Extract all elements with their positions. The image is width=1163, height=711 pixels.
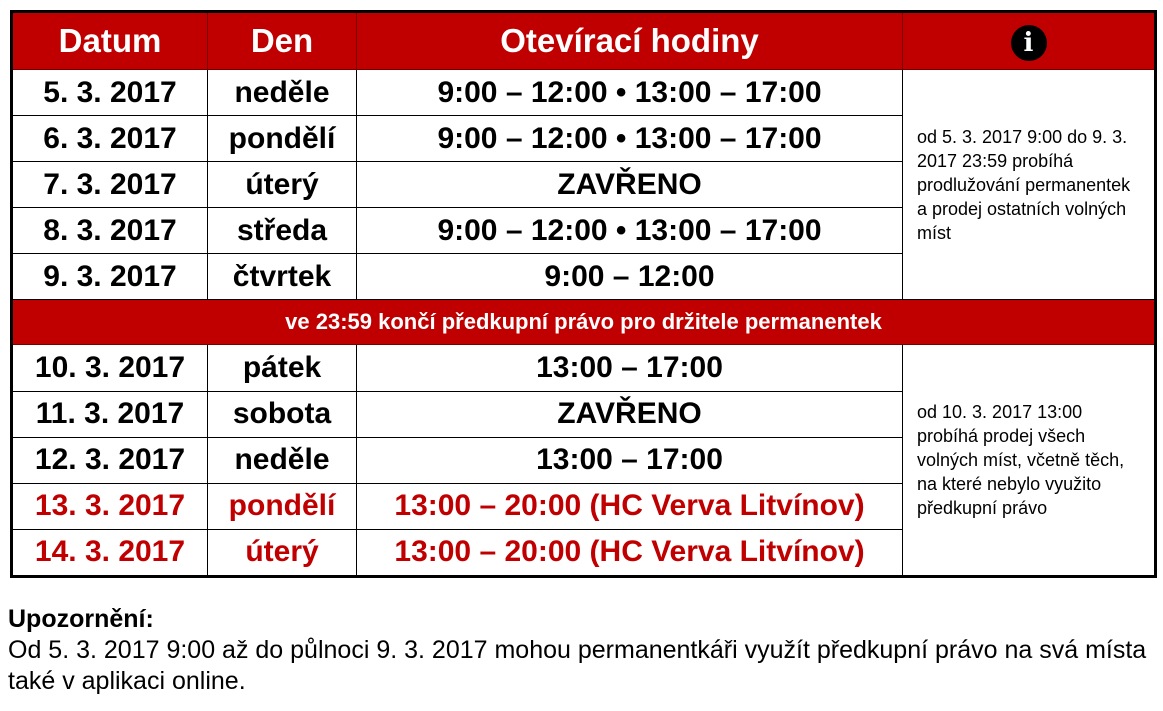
- info-note-group2: od 10. 3. 2017 13:00 probíhá prodej všech volných míst, včetně těch, na které nebylo využito předkupní právo: [903, 345, 1156, 577]
- row-hours: 9:00 – 12:00 • 13:00 – 17:00: [357, 116, 903, 162]
- row-day: středa: [208, 208, 357, 254]
- row-hours: 13:00 – 20:00 (HC Verva Litvínov): [357, 529, 903, 576]
- header-date: Datum: [12, 12, 208, 70]
- row-day: pondělí: [208, 483, 357, 529]
- row-date: 7. 3. 2017: [12, 162, 208, 208]
- row-day: neděle: [208, 70, 357, 116]
- row-date: 13. 3. 2017: [12, 483, 208, 529]
- row-date: 12. 3. 2017: [12, 437, 208, 483]
- row-day: sobota: [208, 391, 357, 437]
- row-date: 5. 3. 2017: [12, 70, 208, 116]
- row-day: pátek: [208, 345, 357, 391]
- row-date: 14. 3. 2017: [12, 529, 208, 576]
- row-date: 11. 3. 2017: [12, 391, 208, 437]
- row-date: 9. 3. 2017: [12, 254, 208, 300]
- row-day: čtvrtek: [208, 254, 357, 300]
- info-icon: i: [1011, 25, 1047, 61]
- row-hours: 13:00 – 20:00 (HC Verva Litvínov): [357, 483, 903, 529]
- row-date: 10. 3. 2017: [12, 345, 208, 391]
- row-hours: 9:00 – 12:00: [357, 254, 903, 300]
- notice-text: Od 5. 3. 2017 9:00 až do půlnoci 9. 3. 2017 mohou permanentkáři využít předkupní právo na svá místa také v aplikaci online.: [8, 636, 1147, 695]
- row-hours: ZAVŘENO: [357, 391, 903, 437]
- row-day: neděle: [208, 437, 357, 483]
- table-row: [12, 70, 1156, 116]
- row-date: 8. 3. 2017: [12, 208, 208, 254]
- row-day: pondělí: [208, 116, 357, 162]
- info-note-group1: od 5. 3. 2017 9:00 do 9. 3. 2017 23:59 probíhá prodlužování permanentek a prodej ostatních volných míst: [903, 70, 1156, 300]
- row-hours: 9:00 – 12:00 • 13:00 – 17:00: [357, 208, 903, 254]
- notice: [8, 604, 1148, 697]
- notice-title: Upozornění:: [8, 605, 154, 633]
- row-hours: 13:00 – 17:00: [357, 345, 903, 391]
- row-hours: ZAVŘENO: [357, 162, 903, 208]
- table-header-row: [12, 12, 1156, 70]
- table-row: [12, 345, 1156, 391]
- row-hours: 13:00 – 17:00: [357, 437, 903, 483]
- row-day: úterý: [208, 162, 357, 208]
- header-hours: Otevírací hodiny: [357, 12, 903, 70]
- separator-band-row: [12, 300, 1156, 345]
- row-day: úterý: [208, 529, 357, 576]
- row-date: 6. 3. 2017: [12, 116, 208, 162]
- header-day: Den: [208, 12, 357, 70]
- preemption-deadline-banner: ve 23:59 končí předkupní právo pro držitele permanentek: [12, 300, 1156, 345]
- header-info: [903, 12, 1156, 70]
- row-hours: 9:00 – 12:00 • 13:00 – 17:00: [357, 70, 903, 116]
- opening-hours-table: [10, 10, 1157, 578]
